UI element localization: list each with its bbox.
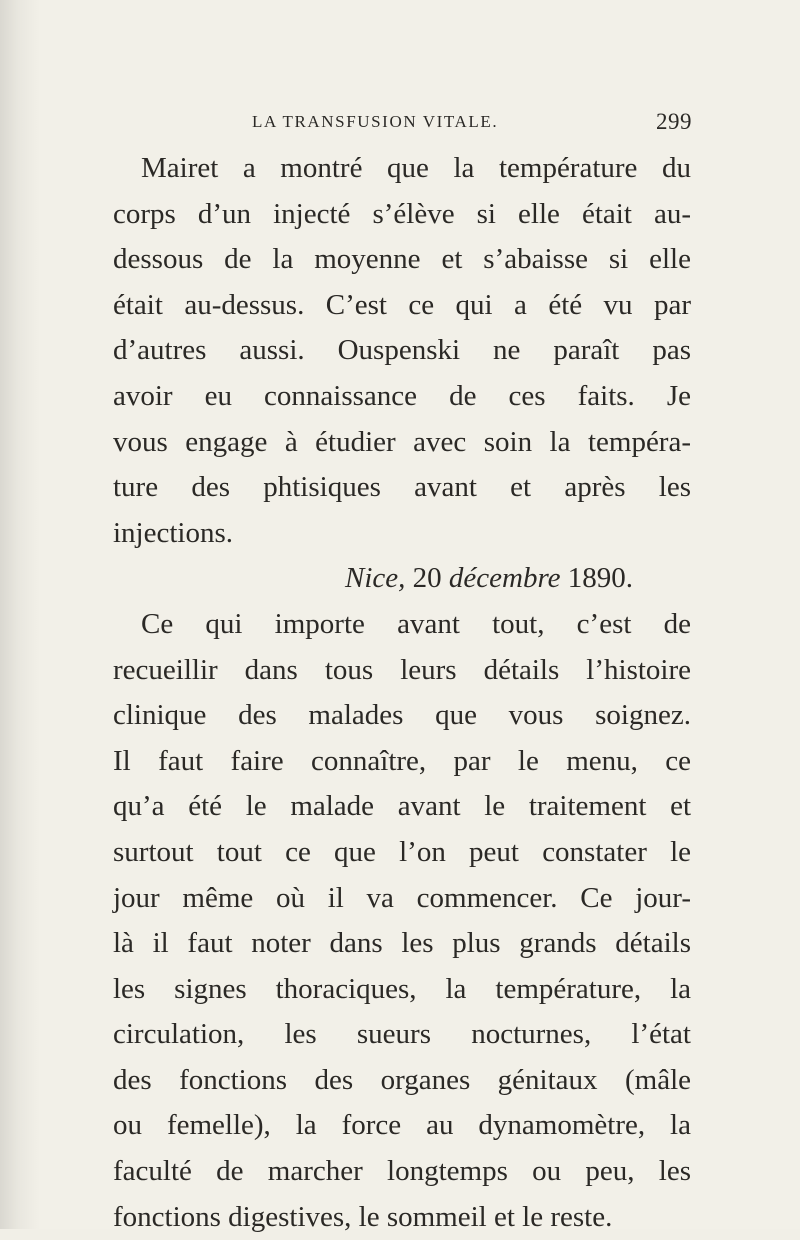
paragraph-1: [113, 146, 691, 556]
text-line: avoir eu connaissance de ces faits. Je: [113, 379, 691, 412]
body-text: [113, 146, 691, 1240]
page-number: 299: [656, 109, 692, 134]
text-line: qu’a été le malade avant le traitement et: [113, 790, 691, 823]
dateline-day: 20: [412, 562, 442, 595]
text-line: Mairet a montré que la température du: [141, 152, 691, 184]
text-line: circulation, les sueurs nocturnes, l’état: [113, 1018, 691, 1051]
running-title: LA TRANSFUSION VITALE.: [252, 112, 499, 131]
dateline-month: décembre: [448, 562, 561, 595]
text-line: corps d’un injecté s’élève si elle était au-: [113, 197, 691, 230]
running-head: [252, 109, 692, 142]
text-line: ture des phtisiques avant et après les: [113, 471, 691, 504]
text-line: faculté de marcher longtemps ou peu, les: [113, 1155, 691, 1188]
text-line: Il faut faire connaître, par le menu, ce: [113, 744, 691, 777]
dateline: [113, 556, 691, 602]
text-line: fonctions digestives, le sommeil et le reste.: [113, 1200, 613, 1233]
text-line: ou femelle), la force au dynamomètre, la: [113, 1109, 691, 1142]
dateline-year: 1890.: [567, 562, 634, 595]
text-line: d’autres aussi. Ouspenski ne paraît pas: [113, 334, 691, 367]
text-line: clinique des malades que vous soignez.: [113, 699, 691, 732]
text-line: dessous de la moyenne et s’abaisse si elle: [113, 243, 691, 276]
text-line: les signes thoraciques, la température, la: [113, 972, 691, 1005]
text-line: était au-dessus. C’est ce qui a été vu par: [113, 288, 691, 321]
dateline-place: Nice,: [345, 562, 406, 595]
text-line: Ce qui importe avant tout, c’est de: [141, 607, 691, 640]
text-line: là il faut noter dans les plus grands détails: [113, 927, 691, 960]
text-line: recueillir dans tous leurs détails l’histoire: [113, 653, 691, 686]
text-line: injections.: [113, 516, 234, 549]
text-line: jour même où il va commencer. Ce jour-: [113, 881, 691, 914]
text-line: surtout tout ce que l’on peut constater le: [113, 835, 691, 868]
text-line: vous engage à étudier avec soin la tempéra-: [113, 425, 691, 458]
paragraph-2: [113, 602, 691, 1240]
text-line: des fonctions des organes génitaux (mâle: [113, 1063, 691, 1096]
